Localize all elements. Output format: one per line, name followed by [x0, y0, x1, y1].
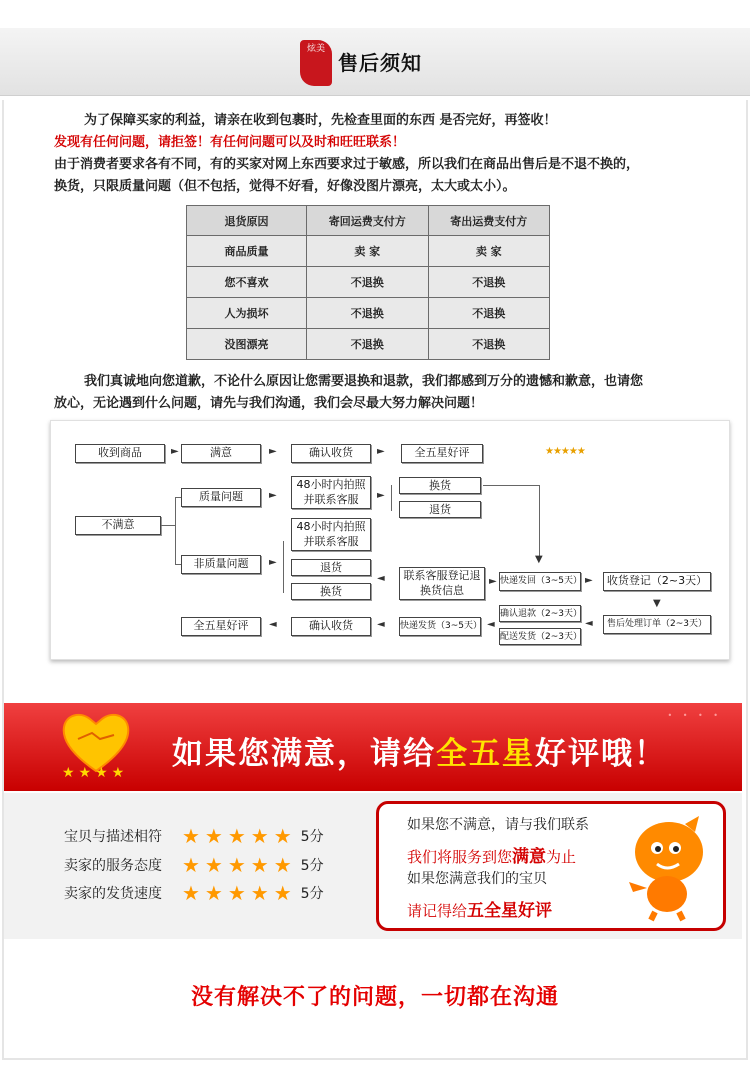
arrow-left-icon: ◄	[377, 573, 385, 584]
table-header-row	[187, 206, 550, 236]
contact-notice-box	[376, 801, 726, 931]
table-cell: 不退换	[307, 298, 429, 329]
banner-text-end: 好评哦！	[535, 736, 667, 772]
table-cell: 您不喜欢	[187, 267, 307, 298]
arrow-right-icon: ►	[171, 446, 179, 457]
table-row	[187, 298, 550, 329]
arrow-left-icon: ◄	[377, 619, 385, 630]
five-star-banner	[4, 703, 742, 791]
rating-row	[64, 824, 324, 848]
table-cell: 卖 家	[428, 236, 550, 267]
table-cell: 不退换	[428, 329, 550, 360]
flow-receipt-register: 收货登记（2~3天）	[603, 572, 711, 591]
arrow-right-icon: ►	[377, 446, 385, 457]
rating-label: 卖家的发货速度	[64, 886, 162, 902]
bottom-divider	[2, 1058, 748, 1060]
flow-quality-issue: 质量问题	[181, 488, 261, 507]
rating-score: 5分	[300, 858, 324, 874]
arrow-right-icon: ►	[585, 575, 593, 586]
flow-five-star-2: 全五星好评	[181, 617, 261, 636]
brand-seal-logo: 炫美	[300, 40, 332, 86]
flow-process-order: 售后处理订单（2~3天）	[603, 615, 711, 634]
return-policy-table	[186, 205, 550, 360]
star-rating-icon: ★★★★★	[182, 853, 297, 877]
flow-photo-contact: 48小时内拍照并联系客服	[291, 476, 371, 509]
mascot-icon	[615, 812, 715, 922]
arrow-right-icon: ►	[489, 576, 497, 587]
flow-confirm-refund: 确认退款（2~3天）	[499, 605, 581, 622]
notice-line-1: 如果您不满意，请与我们联系	[407, 817, 589, 833]
star-rating-icon: ★★★★★	[182, 824, 297, 848]
table-row	[187, 236, 550, 267]
flow-received: 收到商品	[75, 444, 165, 463]
five-stars-icon: ★★★★★	[545, 446, 585, 457]
arrow-left-icon: ◄	[269, 619, 277, 630]
intro-line-4: 换货，只限质量问题（但不包括，觉得不好看，好像没图片漂亮，太大或太小）。	[54, 179, 516, 194]
handshake-heart-icon	[60, 711, 132, 773]
rating-score: 5分	[300, 886, 324, 902]
table-header: 寄出运费支付方	[428, 206, 550, 236]
flow-confirm-receipt-2: 确认收货	[291, 617, 371, 636]
flow-exchange: 换货	[399, 477, 481, 494]
banner-stars-icon: ★★★★	[62, 765, 129, 781]
intro-line-1: 为了保障买家的利益，请亲在收到包裹时，先检查里面的东西 是否完好，再签收！	[84, 113, 557, 128]
arrow-right-icon: ►	[269, 446, 277, 457]
intro-line-3: 由于消费者要求各有不同，有的买家对网上东西要求过于敏感，所以我们在商品出售后是不退不换的，	[54, 157, 640, 172]
notice-line-3: 如果您满意我们的宝贝	[407, 871, 547, 887]
arrow-down-icon: ▼	[653, 598, 661, 609]
table-row	[187, 267, 550, 298]
table-cell: 没图漂亮	[187, 329, 307, 360]
flow-ship-out: 快递发货（3~5天）	[399, 617, 481, 636]
rating-row	[64, 853, 324, 877]
intro-line-2: 发现有任何问题，请拒签！有任何问题可以及时和旺旺联系！	[54, 135, 406, 150]
notice-line-4: 请记得给五全星好评	[407, 901, 553, 921]
rating-label: 卖家的服务态度	[64, 858, 162, 874]
flow-contact-register: 联系客服登记退换货信息	[399, 567, 485, 600]
flow-ship-back: 快递发回（3~5天）	[499, 572, 581, 591]
notice-line-2: 我们将服务到您满意为止	[407, 847, 577, 867]
page-title: 售后须知	[338, 51, 422, 75]
banner-text-highlight: 全五星	[436, 736, 535, 772]
flow-confirm-receipt: 确认收货	[291, 444, 371, 463]
arrow-right-icon: ►	[377, 490, 385, 501]
flow-satisfied: 满意	[181, 444, 261, 463]
arrow-left-icon: ◄	[585, 618, 593, 629]
arrow-down-icon: ▼	[535, 554, 543, 565]
table-row	[187, 329, 550, 360]
decorative-dots: • • • •	[667, 711, 722, 720]
table-cell: 不退换	[428, 298, 550, 329]
arrow-right-icon: ►	[269, 490, 277, 501]
star-rating-icon: ★★★★★	[182, 881, 297, 905]
flow-unsatisfied: 不满意	[75, 516, 161, 535]
banner-headline	[172, 728, 667, 773]
flow-photo-contact-2: 48小时内拍照并联系客服	[291, 518, 371, 551]
table-header: 退货原因	[187, 206, 307, 236]
table-header: 寄回运费支付方	[307, 206, 429, 236]
table-cell: 不退换	[307, 329, 429, 360]
flow-exchange-2: 换货	[291, 583, 371, 600]
table-cell: 不退换	[428, 267, 550, 298]
apology-line-2: 放心，无论遇到什么问题，请先与我们沟通，我们会尽最大努力解决问题！	[54, 396, 484, 411]
flow-return: 退货	[399, 501, 481, 518]
banner-text-start: 如果您满意，请给	[172, 736, 436, 772]
table-cell: 人为损坏	[187, 298, 307, 329]
rating-label: 宝贝与描述相符	[64, 829, 162, 845]
table-cell: 商品质量	[187, 236, 307, 267]
flow-non-quality-issue: 非质量问题	[181, 555, 261, 574]
arrow-right-icon: ►	[269, 557, 277, 568]
flow-reship: 配送发货（2~3天）	[499, 628, 581, 645]
table-cell: 卖 家	[307, 236, 429, 267]
rating-score: 5分	[300, 829, 324, 845]
flow-five-star: 全五星好评	[401, 444, 483, 463]
arrow-left-icon: ◄	[487, 619, 495, 630]
footer-slogan: 没有解决不了的问题，一切都在沟通	[190, 985, 559, 1010]
after-sales-flowchart	[50, 420, 730, 660]
flow-return-2: 退货	[291, 559, 371, 576]
table-cell: 不退换	[307, 267, 429, 298]
rating-row	[64, 881, 324, 905]
apology-line-1: 我们真诚地向您道歉，不论什么原因让您需要退换和退款，我们都感到万分的遗憾和歉意，也请您	[84, 374, 644, 389]
header	[0, 0, 750, 100]
